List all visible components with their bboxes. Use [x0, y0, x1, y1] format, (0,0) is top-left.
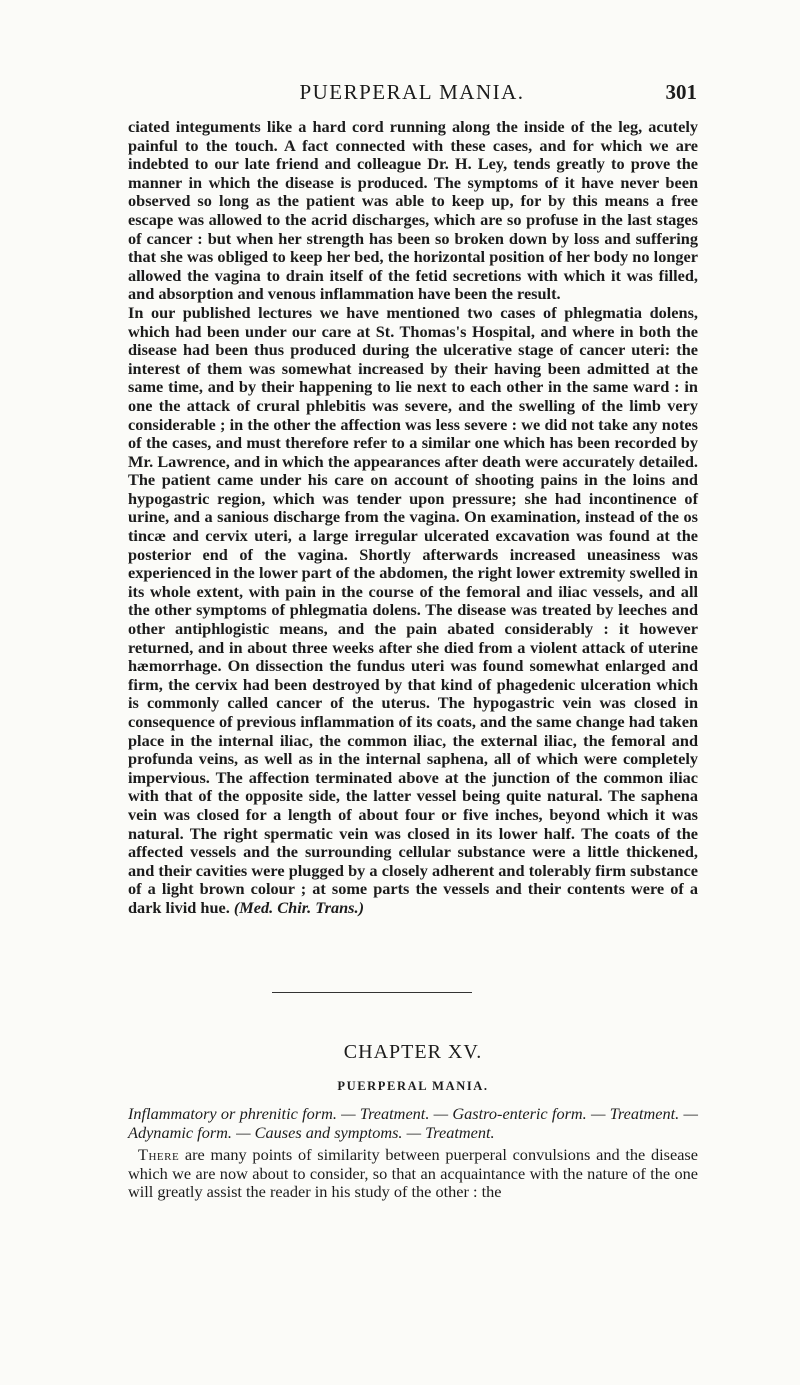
paragraph-text: In our published lectures we have mentioned two cases of phlegmatia dolens, which had been under our care at St. Thomas's Hospital, and where in both the disease had been thus produced during the ulcerative stage of cancer uteri: the interest of them was somewhat increased by their having been admitted at the same time, and by their happening to lie next to each other in the same ward : in one the attack of crural phlebitis was severe, and the swelling of the limb very considerable ; in the other the affection was less severe : we did not take any notes of the cases, and must therefore refer to a similar one which has been recorded by Mr. Lawrence, and in which the appearances after death were accurately detailed. The patient came under his care on account of shooting pains in the loins and hypogastric region, which was tender upon pressure; she had incontinence of urine, and a sanious discharge from the vagina. On examination, instead of the os tincæ and cervix uteri, a large irregular ulcerated excavation was found at the posterior end of the vagina. Shortly afterwards increased uneasiness was experienced in the lower part of the abdomen, the right lower extremity swelled in its whole extent, with pain in the course of the femoral and iliac vessels, and all the other symptoms of phlegmatia dolens. The disease was treated by leeches and other antiphlogistic means, and the pain abated considerably : it however returned, and in about three weeks after she died from a violent attack of uterine hæmorrhage. On dissection the fundus uteri was found somewhat enlarged and firm, the cervix had been destroyed by that kind of phagedenic ulceration which is commonly called cancer of the uterus. The hypogastric vein was closed in consequence of previous inflammation of its coats, and the same change had taken place in the internal iliac, the common iliac, the external iliac, the femoral and profunda veins, as well as in the internal saphena, all of which were completely impervious. The affection terminated above at the junction of the common iliac with that of the opposite side, the latter vessel being quite natural. The saphena vein was closed for a length of about four or five inches, beyond which it was natural. The right spermatic vein was closed in its lower half. The coats of the affected vessels and the surrounding cellular substance were a little thickened, and their cavities were plugged by a closely adherent and tolerably firm substance of a light brown colour ; at some parts the vessels and their contents were of a dark livid hue. — [128, 302, 698, 917]
chapter-opening-text — [128, 1146, 698, 1202]
opening-text: are many points of similarity between puerperal convulsions and the disease which we are now about to consider, so that an acquaintance with the nature of the one will greatly assist the reader in his study of the other : the — [128, 1145, 698, 1202]
citation: (Med. Chir. Trans.) — [233, 897, 364, 917]
chapter-subtitle: PUERPERAL MANIA. — [337, 1079, 489, 1093]
running-head — [127, 80, 697, 110]
page-number: 301 — [665, 80, 697, 104]
paragraph-lawrence-case — [128, 304, 698, 918]
running-title: PUERPERAL MANIA. — [299, 80, 525, 104]
opening-word: There — [138, 1145, 180, 1164]
paragraph-continued: ciated integuments like a hard cord running along the inside of the leg, acutely painful to the touch. A fact connected with these cases, and for which we are indebted to our late friend and colleague Dr. H. Ley, tends greatly to prove the manner in which the disease is produced. The symptoms of it have never been observed so long as the patient was able to keep up, for by this means a free escape was allowed to the acrid discharges, which are so profuse in the last stages of cancer : but when her strength has been so broken down by loss and suffering that she was obliged to keep her bed, the horizontal position of her body no longer allowed the vagina to drain itself of the fetid secretions with which it was filled, and absorption and venous inflammation have been the result. — [128, 117, 698, 304]
chapter-synopsis: Inflammatory or phrenitic form. — Treatment. — Gastro-enteric form. — Treatment. — Adynamic form. — Causes and symptoms. — Treatment. — [128, 1104, 698, 1142]
section-divider — [272, 992, 472, 993]
body-text — [128, 118, 698, 918]
opening-paragraph — [128, 1146, 698, 1202]
chapter-heading: CHAPTER XV. — [343, 1041, 483, 1063]
